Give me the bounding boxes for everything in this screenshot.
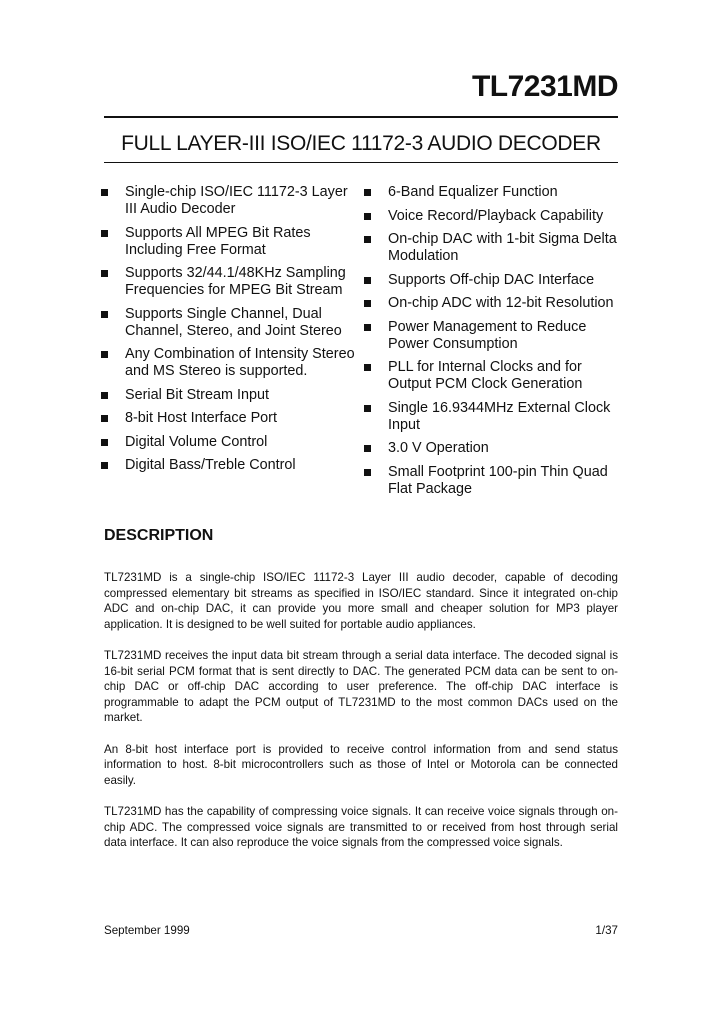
feature-text: PLL for Internal Clocks and for Output PCM Clock Generation — [388, 359, 583, 392]
description-paragraph: TL7231MD is a single-chip ISO/IEC 11172-3 Layer III audio decoder, capable of decoding compressed elementary bit streams as specified in ISO/IEC standard. Since it integrated on-chip ADC and on-chip DAC, it can provide you more small and cheaper solution for MP3 player application. It is designed to be well suited for portable audio appliances. — [104, 571, 618, 631]
feature-text: On-chip ADC with 12-bit Resolution — [388, 295, 614, 311]
feature-item — [364, 440, 626, 457]
square-bullet-icon — [364, 324, 371, 331]
feature-text: Supports All MPEG Bit Rates Including Free Format — [125, 224, 311, 258]
feature-text: Power Management to Reduce Power Consumption — [388, 318, 587, 352]
feature-text: Single-chip ISO/IEC 11172-3 Layer III Audio Decoder — [125, 184, 348, 217]
square-bullet-icon — [101, 462, 108, 469]
square-bullet-icon — [364, 300, 371, 307]
feature-text: Supports 32/44.1/48KHz Sampling Frequencies for MPEG Bit Stream — [125, 265, 346, 298]
part-number-title: TL7231MD — [471, 70, 618, 103]
square-bullet-icon — [101, 392, 108, 399]
feature-item — [101, 265, 363, 299]
feature-text: Digital Volume Control — [125, 433, 268, 450]
square-bullet-icon — [101, 189, 108, 196]
square-bullet-icon — [101, 439, 108, 446]
feature-item — [101, 225, 363, 259]
square-bullet-icon — [101, 230, 108, 237]
square-bullet-icon — [364, 445, 371, 452]
feature-text: Small Footprint 100-pin Thin Quad Flat Package — [388, 463, 608, 497]
feature-item — [364, 464, 626, 498]
feature-text: Any Combination of Intensity Stereo and MS Stereo is supported. — [125, 346, 355, 379]
square-bullet-icon — [364, 213, 371, 220]
feature-item — [364, 272, 626, 289]
feature-item — [101, 410, 363, 427]
square-bullet-icon — [101, 415, 108, 422]
feature-item — [364, 184, 626, 201]
feature-list-right — [364, 184, 626, 504]
description-body — [104, 570, 618, 866]
feature-text: Single 16.9344MHz External Clock Input — [388, 399, 611, 433]
feature-text: Serial Bit Stream Input — [125, 386, 269, 403]
feature-text: 3.0 V Operation — [388, 440, 489, 456]
feature-text: 8-bit Host Interface Port — [125, 410, 277, 426]
feature-item — [364, 231, 626, 265]
feature-item — [101, 184, 363, 218]
feature-text: On-chip DAC with 1-bit Sigma Delta Modulation — [388, 231, 617, 264]
square-bullet-icon — [364, 236, 371, 243]
feature-item — [364, 295, 626, 312]
square-bullet-icon — [364, 364, 371, 371]
feature-item — [101, 306, 363, 340]
square-bullet-icon — [364, 277, 371, 284]
feature-item — [364, 359, 626, 393]
footer-date: September 1999 — [104, 924, 190, 937]
feature-item — [101, 387, 363, 404]
feature-text: Supports Off-chip DAC Interface — [388, 271, 595, 288]
feature-item — [364, 208, 626, 225]
description-paragraph: An 8-bit host interface port is provided to receive control information from and send status information to host. 8-bit microcontrollers such as those of Intel or Motorola can be connected easily. — [104, 742, 618, 787]
square-bullet-icon — [101, 270, 108, 277]
description-heading: DESCRIPTION — [104, 527, 214, 544]
document-subtitle: FULL LAYER-III ISO/IEC 11172-3 AUDIO DECODER — [121, 132, 601, 155]
feature-text: 6-Band Equalizer Function — [388, 184, 558, 200]
feature-item — [364, 400, 626, 434]
square-bullet-icon — [364, 469, 371, 476]
description-paragraph: TL7231MD has the capability of compressing voice signals. It can receive voice signals through on-chip ADC. The compressed voice signals are transmitted to or received from host through serial data interface. It can also reproduce the voice signals from the compressed voice signals. — [104, 804, 618, 850]
square-bullet-icon — [101, 351, 108, 358]
page-number: 1/37 — [595, 924, 618, 937]
feature-list-left — [101, 184, 363, 481]
feature-text: Digital Bass/Treble Control — [125, 457, 296, 473]
title-rule — [104, 116, 618, 118]
subtitle-rule — [104, 162, 618, 163]
square-bullet-icon — [101, 311, 108, 318]
feature-item — [101, 457, 363, 474]
feature-item — [101, 434, 363, 451]
description-paragraph: TL7231MD receives the input data bit stream through a serial data interface. The decoded signal is 16-bit serial PCM format that is sent directly to DAC. The generated PCM data can be sent to on-chip DAC or off-chip DAC according to user preference. The off-chip DAC interface is programmable to adapt the PCM output of TL7231MD to the most common DACs used on the market. — [104, 648, 618, 725]
feature-text: Voice Record/Playback Capability — [388, 207, 604, 224]
feature-text: Supports Single Channel, Dual Channel, Stereo, and Joint Stereo — [125, 305, 342, 339]
square-bullet-icon — [364, 189, 371, 196]
square-bullet-icon — [364, 405, 371, 412]
feature-item — [101, 346, 363, 380]
feature-item — [364, 319, 626, 353]
